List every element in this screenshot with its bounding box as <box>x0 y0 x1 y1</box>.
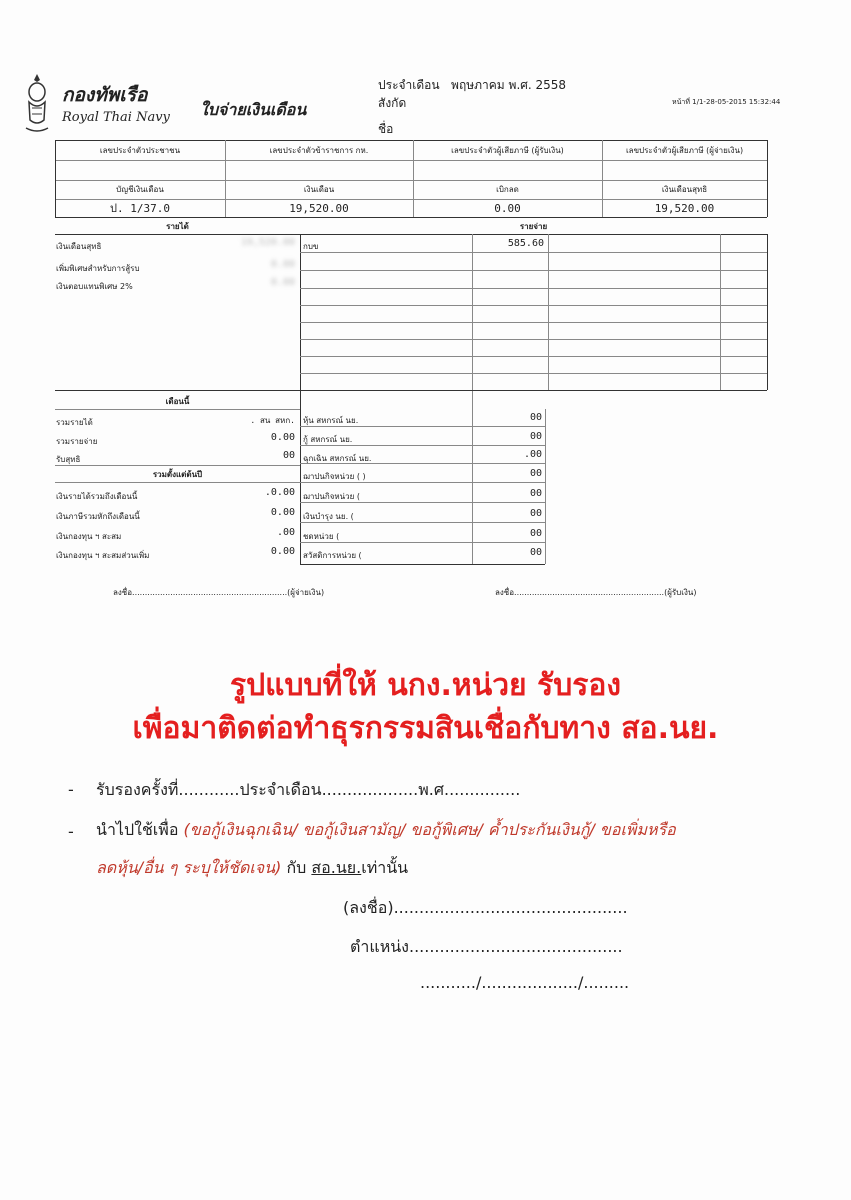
expense-value-0: 585.60 <box>507 238 544 249</box>
form-bullet-1: - <box>68 780 74 799</box>
org-name-thai: กองทัพเรือ <box>62 84 148 106</box>
deduction-value-0: 00 <box>529 412 542 423</box>
form-position-line: ตำแหน่ง.......................................... <box>350 937 623 956</box>
expense-label-0: กบข <box>303 242 319 251</box>
period-label: ประจำเดือน <box>378 78 440 92</box>
purpose-options-cont: ลดหุ้น/อื่น ๆ ระบุให้ชัดเจน) <box>96 858 282 877</box>
ytd-value-3: 0.00 <box>270 546 295 557</box>
income-value-1: 0.00 <box>270 259 295 270</box>
deduction-value-3: 00 <box>529 468 542 479</box>
income-value-0: 19,520.00 <box>240 237 295 248</box>
ytd-title: รวมตั้งแต่ต้นปี <box>152 470 203 479</box>
deduction-label-7: สวัสดิการหน่วย ( <box>303 551 362 560</box>
income-value-2: 0.00 <box>270 277 295 288</box>
income-title: รายได้ <box>166 222 189 231</box>
month-label-0: รวมรายได้ <box>56 418 93 427</box>
month-title: เดือนนี้ <box>165 397 190 406</box>
ytd-value-1: 0.00 <box>270 507 295 518</box>
purpose-options: (ขอกู้เงินฉุกเฉิน/ ขอกู้เงินสามัญ/ ขอกู้พิเศษ/ ค้ำประกันเงินกู้/ ขอเพิ่มหรือ <box>183 820 676 839</box>
salary-header-salary: เงินเดือน <box>303 185 335 194</box>
form-bullet-2: - <box>68 822 74 841</box>
id-header-tax-payer: เลขประจำตัวผู้เสียภาษี (ผู้จ่ายเงิน) <box>625 146 744 155</box>
salary-header-net: เงินเดือนสุทธิ <box>661 185 708 194</box>
id-header-officer: เลขประจำตัวข้าราชการ กห. <box>269 146 369 155</box>
deduction-value-1: 00 <box>529 431 542 442</box>
deduction-label-6: ชดหน่วย ( <box>303 532 340 541</box>
id-header-tax-receiver: เลขประจำตัวผู้เสียภาษี (ผู้รับเงิน) <box>451 146 564 155</box>
form-line-purpose-cont <box>96 856 408 881</box>
salary-header-account: บัญชีเงินเดือน <box>116 185 164 194</box>
income-label-2: เงินตอบแทนพิเศษ 2% <box>56 282 133 291</box>
ytd-label-2: เงินกองทุน ฯ สะสม <box>56 532 122 541</box>
form-line-purpose <box>96 818 676 843</box>
month-label-2: รับสุทธิ <box>56 455 81 464</box>
salary-header-deduct: เบิกลด <box>496 185 519 194</box>
deduction-label-0: หุ้น สหกรณ์ นย. <box>303 416 359 425</box>
ytd-label-0: เงินรายได้รวมถึงเดือนนี้ <box>56 492 138 501</box>
deduction-label-2: ฉุกเฉิน สหกรณ์ นย. <box>303 454 372 463</box>
month-value-1: 0.00 <box>270 432 295 443</box>
affiliation-label: สังกัด <box>378 96 407 110</box>
org-name-english: Royal Thai Navy <box>62 110 170 125</box>
deduction-value-4: 00 <box>529 488 542 499</box>
purpose-prefix: นำไปใช้เพื่อ <box>96 820 184 839</box>
royal-navy-emblem-icon <box>22 72 52 134</box>
month-value-2: 00 <box>282 450 295 461</box>
receiver-signature-line: ลงชื่อ...........................................................(ผู้รับเงิน) <box>495 588 697 597</box>
name-label: ชื่อ <box>378 122 394 136</box>
income-label-0: เงินเดือนสุทธิ <box>56 242 102 251</box>
form-line-certify: รับรองครั้งที่............ประจำเดือน...................พ.ศ............... <box>96 780 521 799</box>
period-value: พฤษภาคม พ.ศ. 2558 <box>451 78 567 92</box>
document-title: ใบจ่ายเงินเดือน <box>200 100 307 119</box>
salary-value-deduct: 0.00 <box>494 201 521 215</box>
salary-value-account: ป. 1/37.0 <box>110 202 170 215</box>
salary-value-net: 19,520.00 <box>654 201 715 215</box>
deduction-value-2: .00 <box>523 449 542 460</box>
page-code: หน้าที่ 1/1-28-05-2015 15:32:44 <box>672 98 781 106</box>
expense-title: รายจ่าย <box>519 222 548 231</box>
deduction-label-5: เงินบำรุง นย. ( <box>303 512 354 521</box>
income-label-1: เพิ่มพิเศษสำหรับการสู้รบ <box>56 264 140 273</box>
ytd-value-2: .00 <box>276 527 295 538</box>
ytd-value-0: .0.00 <box>264 487 295 498</box>
purpose-with: กับ <box>281 858 312 877</box>
period-line <box>378 76 566 95</box>
red-heading-line2: เพื่อมาติดต่อทำธุรกรรมสินเชื่อกับทาง สอ.นย. <box>132 711 719 746</box>
form-date-line: .........../.................../......... <box>420 973 630 992</box>
month-label-1: รวมรายจ่าย <box>56 437 98 446</box>
salary-value-salary: 19,520.00 <box>289 201 349 215</box>
ytd-label-1: เงินภาษีรวมหักถึงเดือนนี้ <box>56 512 140 521</box>
deduction-label-1: กู้ สหกรณ์ นย. <box>303 435 353 444</box>
deduction-value-5: 00 <box>529 508 542 519</box>
payer-signature-line: ลงชื่อ.............................................................(ผู้จ่ายเงิน) <box>113 588 325 597</box>
red-heading-line1: รูปแบบที่ให้ นกง.หน่วย รับรอง <box>229 668 622 703</box>
deduction-label-3: ฌาปนกิจหน่วย ( ) <box>303 472 366 481</box>
month-value-0: . สน สหก. <box>250 416 295 425</box>
deduction-value-6: 00 <box>529 528 542 539</box>
form-sign-line: (ลงชื่อ).............................................. <box>343 898 628 917</box>
ytd-label-3: เงินกองทุน ฯ สะสมส่วนเพิ่ม <box>56 551 150 560</box>
purpose-only: เท่านั้น <box>361 858 409 877</box>
id-header-citizen: เลขประจำตัวประชาชน <box>99 146 181 155</box>
deduction-value-7: 00 <box>529 547 542 558</box>
deduction-label-4: ฌาปนกิจหน่วย ( <box>303 492 360 501</box>
purpose-coop: สอ.นย. <box>311 858 362 877</box>
